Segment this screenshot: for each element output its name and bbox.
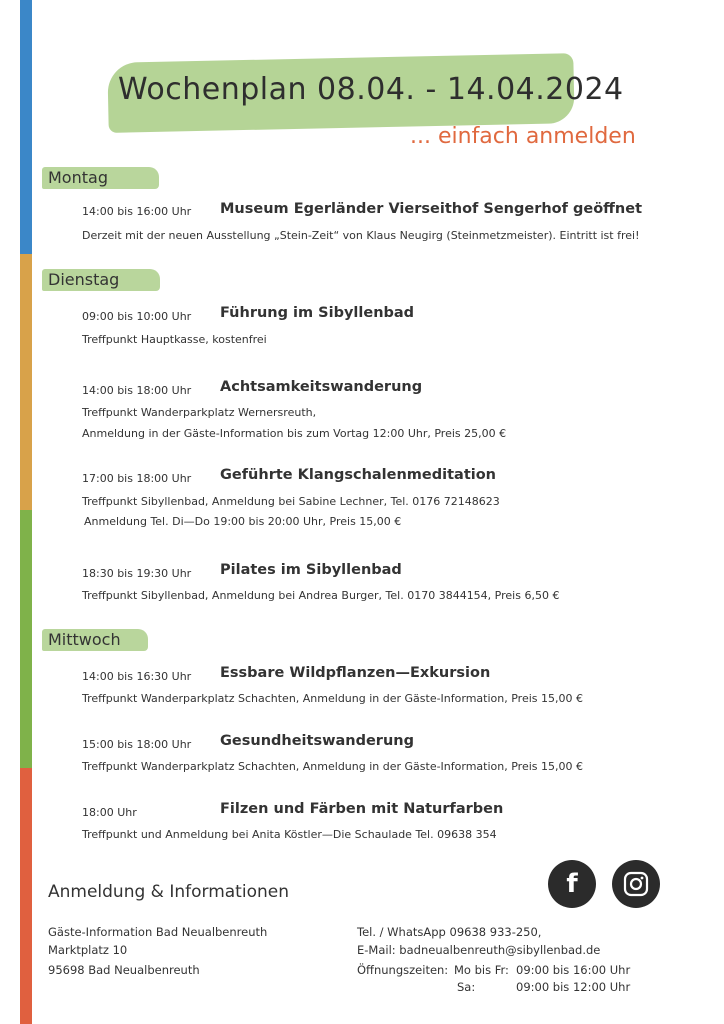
facebook-glyph: f: [566, 869, 578, 899]
event-title: Filzen und Färben mit Naturfarben: [220, 801, 504, 817]
stripe-red: [20, 768, 32, 1024]
instagram-icon[interactable]: [612, 860, 660, 908]
page-subtitle: ... einfach anmelden: [410, 124, 636, 149]
event-title: Geführte Klangschalenmeditation: [220, 467, 497, 483]
stripe-orange: [20, 254, 32, 510]
event-detail: Anmeldung in der Gäste-Information bis zum Vortag 12:00 Uhr, Preis 25,00 €: [82, 427, 507, 440]
opening-hours-day: Sa:: [457, 980, 476, 994]
event-time: 14:00 bis 18:00 Uhr: [82, 384, 192, 397]
day-label-text: Mittwoch: [48, 630, 121, 649]
event-detail: Treffpunkt Sibyllenbad, Anmeldung bei Sabine Lechner, Tel. 0176 72148623: [82, 495, 500, 508]
event-detail: Derzeit mit der neuen Ausstellung „Stein-Zeit“ von Klaus Neugirg (Steinmetzmeister). Eintritt ist frei!: [82, 229, 640, 242]
event-detail: Anmeldung Tel. Di—Do 19:00 bis 20:00 Uhr, Preis 15,00 €: [84, 515, 402, 528]
day-label-dienstag: [42, 269, 160, 291]
event-title: Essbare Wildpflanzen—Exkursion: [220, 665, 491, 681]
stripe-green: [20, 510, 32, 768]
address-line: Marktplatz 10: [48, 943, 128, 957]
event-time: 18:00 Uhr: [82, 806, 137, 819]
instagram-glyph: [623, 871, 649, 897]
contact-phone: Tel. / WhatsApp 09638 933-250,: [357, 925, 542, 939]
opening-hours-day: Mo bis Fr:: [454, 963, 509, 977]
event-time: 17:00 bis 18:00 Uhr: [82, 472, 192, 485]
day-label-mittwoch: [42, 629, 148, 651]
opening-hours-label: Öffnungszeiten:: [357, 963, 449, 977]
address-line: 95698 Bad Neualbenreuth: [48, 963, 200, 977]
event-time: 09:00 bis 10:00 Uhr: [82, 310, 192, 323]
event-detail: Treffpunkt Hauptkasse, kostenfrei: [82, 333, 267, 346]
event-time: 14:00 bis 16:00 Uhr: [82, 205, 192, 218]
footer-heading: Anmeldung & Informationen: [48, 882, 289, 902]
event-title: Achtsamkeitswanderung: [220, 379, 423, 395]
event-detail: Treffpunkt und Anmeldung bei Anita Köstler—Die Schaulade Tel. 09638 354: [82, 828, 497, 841]
event-time: 18:30 bis 19:30 Uhr: [82, 567, 192, 580]
opening-hours-time: 09:00 bis 12:00 Uhr: [516, 980, 631, 994]
event-title: Museum Egerländer Vierseithof Sengerhof geöffnet: [220, 201, 643, 217]
event-time: 14:00 bis 16:30 Uhr: [82, 670, 192, 683]
event-title: Pilates im Sibyllenbad: [220, 562, 402, 578]
address-line: Gäste-Information Bad Neualbenreuth: [48, 925, 268, 939]
event-detail: Treffpunkt Wanderparkplatz Wernersreuth,: [82, 406, 317, 419]
event-title: Gesundheitswanderung: [220, 733, 414, 749]
event-detail: Treffpunkt Sibyllenbad, Anmeldung bei Andrea Burger, Tel. 0170 3844154, Preis 6,50 €: [82, 589, 560, 602]
day-label-text: Montag: [48, 168, 108, 187]
stripe-blue: [20, 0, 32, 254]
facebook-icon[interactable]: [548, 860, 596, 908]
day-label-montag: [42, 167, 159, 189]
event-detail: Treffpunkt Wanderparkplatz Schachten, Anmeldung in der Gäste-Information, Preis 15,00 €: [82, 760, 583, 773]
opening-hours-time: 09:00 bis 16:00 Uhr: [516, 963, 631, 977]
page-title: Wochenplan 08.04. - 14.04.2024: [118, 72, 624, 107]
event-detail: Treffpunkt Wanderparkplatz Schachten, Anmeldung in der Gäste-Information, Preis 15,00 €: [82, 692, 583, 705]
day-label-text: Dienstag: [48, 270, 120, 289]
event-time: 15:00 bis 18:00 Uhr: [82, 738, 192, 751]
event-title: Führung im Sibyllenbad: [220, 305, 415, 321]
contact-email[interactable]: E-Mail: badneualbenreuth@sibyllenbad.de: [357, 943, 601, 957]
